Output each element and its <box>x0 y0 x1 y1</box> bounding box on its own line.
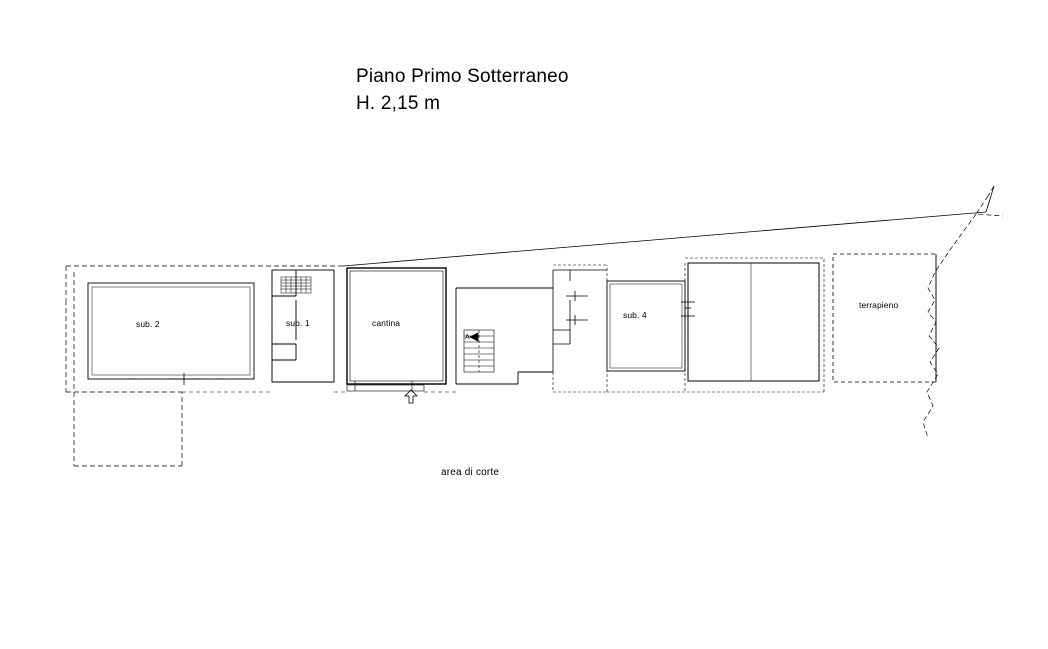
room-adjacent-right-dashed <box>607 258 824 392</box>
room-sub-4 <box>607 281 685 371</box>
room-label-sub-1: sub. 1 <box>286 318 310 328</box>
section-marker-a-icon <box>470 333 478 341</box>
room-sub-2 <box>88 283 254 379</box>
room-label-area-di-corte: area di corte <box>441 467 500 478</box>
drawing-title-line-1: Piano Primo Sotterraneo <box>356 66 569 87</box>
room-label-cantina: cantina <box>372 318 401 328</box>
room-cantina-inner <box>347 271 443 391</box>
drawing-title <box>356 64 569 118</box>
room-sub-4-door <box>681 302 695 316</box>
room-adjacent-right <box>688 263 819 381</box>
room-terrapieno <box>833 254 936 382</box>
room-label-sub-4: sub. 4 <box>623 310 647 320</box>
site-boundary-dashed <box>66 186 1003 466</box>
drawing-title-line-2: H. 2,15 m <box>356 92 441 114</box>
entrance-arrow-icon <box>405 390 417 403</box>
section-marker-label: A <box>465 334 470 341</box>
room-label-sub-2: sub. 2 <box>136 319 160 329</box>
staircase-sub-1 <box>281 277 311 293</box>
room-label-terrapieno: terrapieno <box>859 300 899 310</box>
room-sub-4-dashed <box>553 265 607 392</box>
room-sub-4-left-strip <box>553 270 607 372</box>
